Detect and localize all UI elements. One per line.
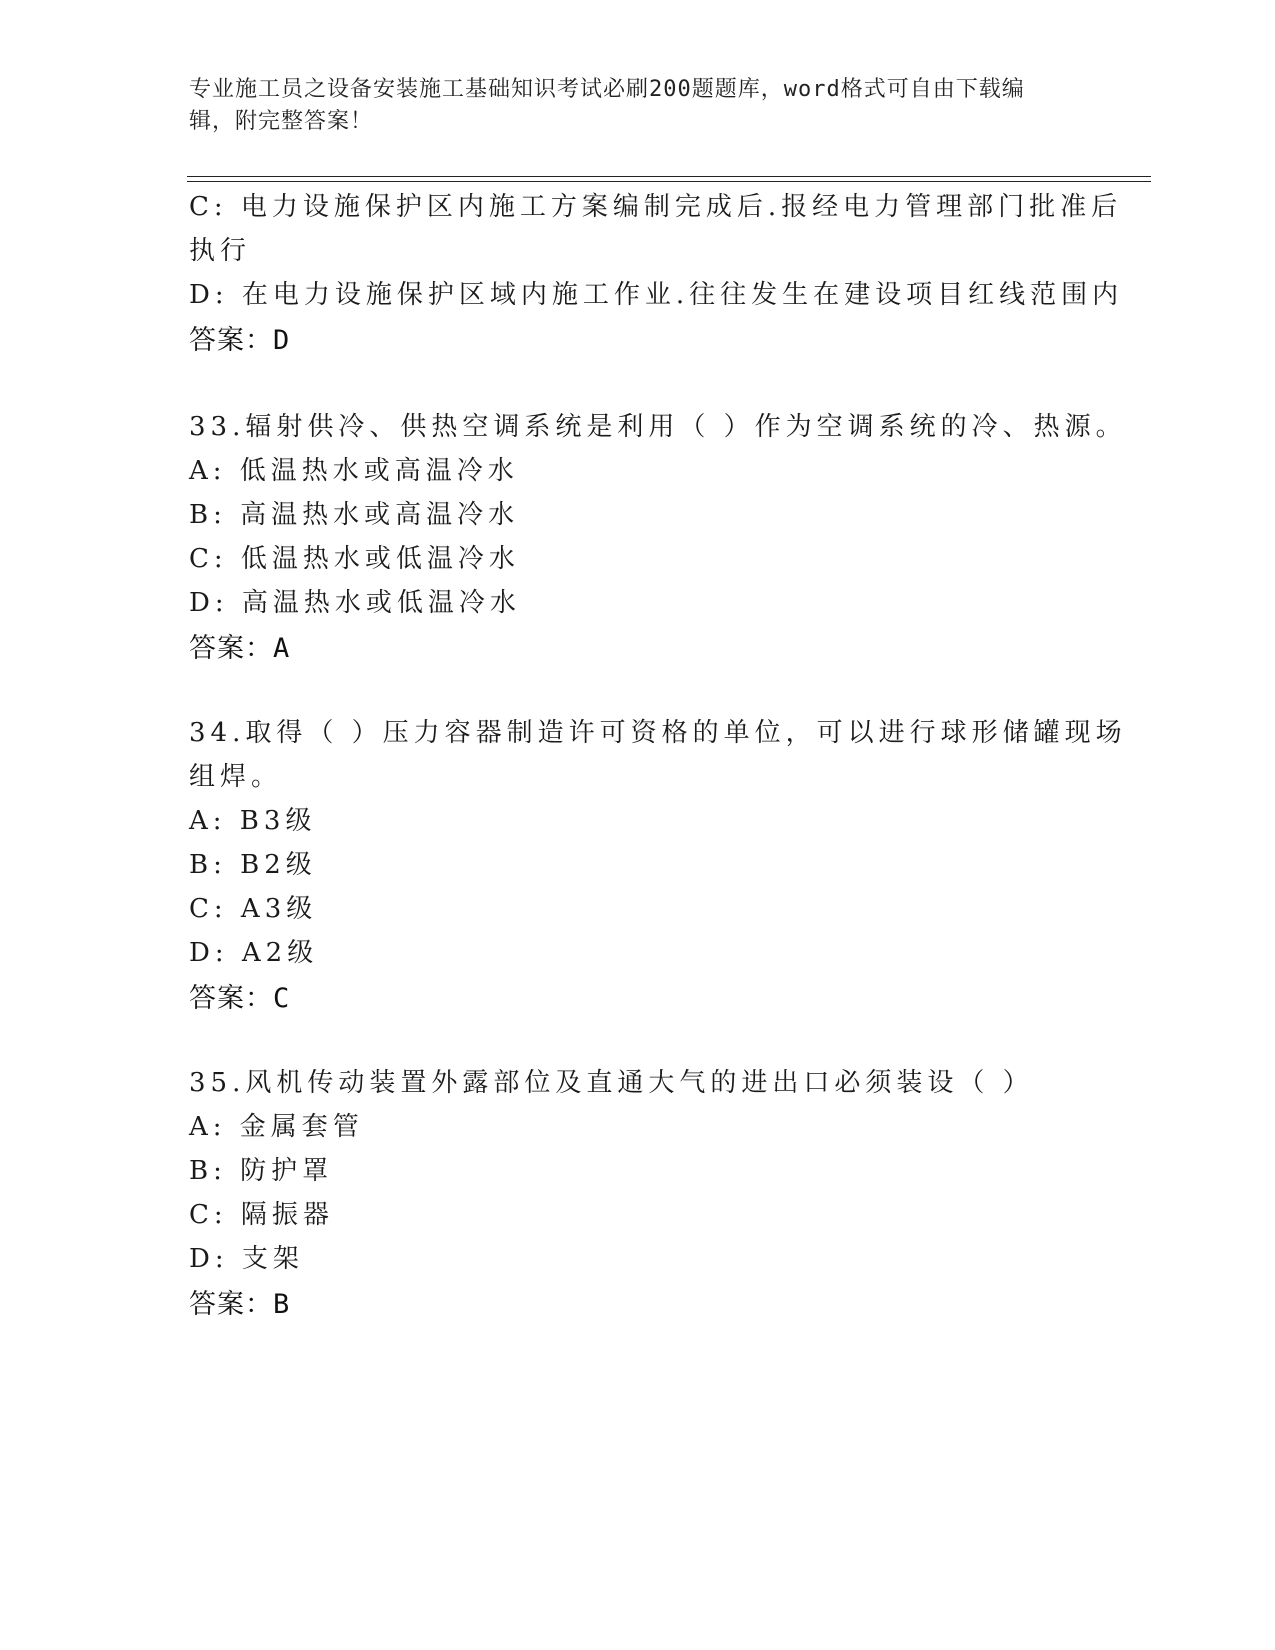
q35-option-b: B: 防护罩 (189, 1156, 334, 1186)
q33-option-b: B: 高温热水或高温冷水 (189, 500, 520, 530)
option-c-line1: C: 电力设施保护区内施工方案编制完成后.报经电力管理部门批准后 (189, 192, 1123, 222)
q34-answer: 答案：C (189, 983, 291, 1014)
q34-option-a: A: B3级 (189, 806, 317, 836)
option-d: D: 在电力设施保护区域内施工作业.往往发生在建设项目红线范围内 (189, 280, 1124, 310)
q35-option-a: A: 金属套管 (189, 1112, 364, 1142)
q34-option-d: D: A2级 (189, 938, 319, 968)
document-header: 专业施工员之设备安装施工基础知识考试必刷200题题库，word格式可自由下载编辑，附完整答案！ (189, 77, 1025, 134)
question-34-line2: 组焊。 (189, 762, 283, 792)
question-34-line1: 34.取得（ ）压力容器制造许可资格的单位，可以进行球形储罐现场 (189, 718, 1127, 748)
q33-option-c: C: 低温热水或低温冷水 (189, 544, 520, 574)
option-c-line2: 执行 (189, 236, 252, 266)
q33-option-a: A: 低温热水或高温冷水 (189, 456, 519, 486)
header-divider-top (187, 176, 1151, 177)
q35-option-d: D: 支架 (189, 1244, 304, 1274)
q34-option-b: B: B2级 (189, 850, 317, 880)
header-divider-bottom (187, 181, 1151, 182)
question-35: 35.风机传动装置外露部位及直通大气的进出口必须装设（ ） (189, 1068, 1034, 1098)
q35-answer: 答案：B (189, 1289, 291, 1320)
q34-option-c: C: A3级 (189, 894, 318, 924)
q35-option-c: C: 隔振器 (189, 1200, 334, 1230)
question-33: 33.辐射供冷、供热空调系统是利用（ ）作为空调系统的冷、热源。 (189, 412, 1127, 442)
answer-label: 答案：D (189, 325, 291, 356)
q33-answer: 答案：A (189, 633, 291, 664)
q33-option-d: D: 高温热水或低温冷水 (189, 588, 521, 618)
